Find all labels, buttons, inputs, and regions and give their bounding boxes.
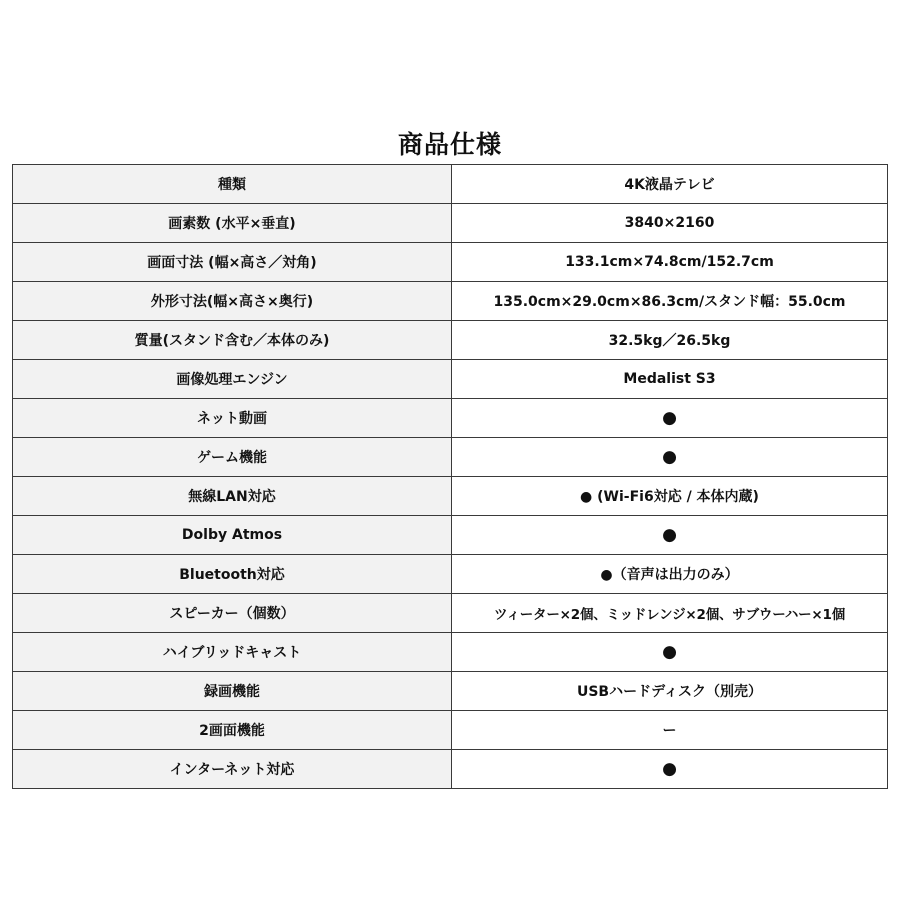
table-row [13,282,888,321]
table-row [13,633,888,672]
table-row [13,672,888,711]
table-row [13,750,888,789]
table-row [13,555,888,594]
spec-value [452,516,888,555]
table-row [13,594,888,633]
spec-label: 質量(スタンド含む／本体のみ) [13,321,452,360]
table-row [13,438,888,477]
spec-value [452,399,888,438]
table-row [13,477,888,516]
spec-label: 種類 [13,165,452,204]
spec-label: 無線LAN対応 [13,477,452,516]
spec-value: ー [452,711,888,750]
spec-label: Dolby Atmos [13,516,452,555]
table-row [13,711,888,750]
spec-value: 4K液晶テレビ [452,165,888,204]
spec-table [12,164,888,789]
table-row [13,360,888,399]
spec-label: 録画機能 [13,672,452,711]
supported-dot-icon: ● [662,447,677,467]
spec-label: 画像処理エンジン [13,360,452,399]
spec-value: ツィーター×2個、ミッドレンジ×2個、サブウーハー×1個 [452,594,888,633]
supported-dot-icon: ● [662,408,677,428]
table-row [13,516,888,555]
table-row [13,243,888,282]
spec-value: ● (Wi-Fi6対応 / 本体内蔵) [452,477,888,516]
spec-value: USBハードディスク（別売） [452,672,888,711]
spec-value [452,750,888,789]
table-row [13,321,888,360]
supported-dot-icon: ● [662,642,677,662]
supported-dot-icon: ● [662,759,677,779]
spec-label: 2画面機能 [13,711,452,750]
spec-label: 外形寸法(幅×高さ×奥行) [13,282,452,321]
spec-value: 135.0cm×29.0cm×86.3cm/スタンド幅：55.0cm [452,282,888,321]
spec-label: 画面寸法 (幅×高さ／対角) [13,243,452,282]
spec-label: スピーカー（個数） [13,594,452,633]
spec-value: ●（音声は出力のみ） [452,555,888,594]
spec-label: Bluetooth対応 [13,555,452,594]
spec-value: Medalist S3 [452,360,888,399]
spec-label: ハイブリッドキャスト [13,633,452,672]
spec-label: インターネット対応 [13,750,452,789]
spec-value: 3840×2160 [452,204,888,243]
table-row [13,204,888,243]
spec-value: 32.5kg／26.5kg [452,321,888,360]
spec-value [452,438,888,477]
spec-label: ネット動画 [13,399,452,438]
page-title: 商品仕様 [397,130,502,159]
spec-value: 133.1cm×74.8cm/152.7cm [452,243,888,282]
table-row [13,399,888,438]
table-row [13,165,888,204]
spec-label: 画素数 (水平×垂直) [13,204,452,243]
spec-value [452,633,888,672]
supported-dot-icon: ● [662,525,677,545]
spec-label: ゲーム機能 [13,438,452,477]
